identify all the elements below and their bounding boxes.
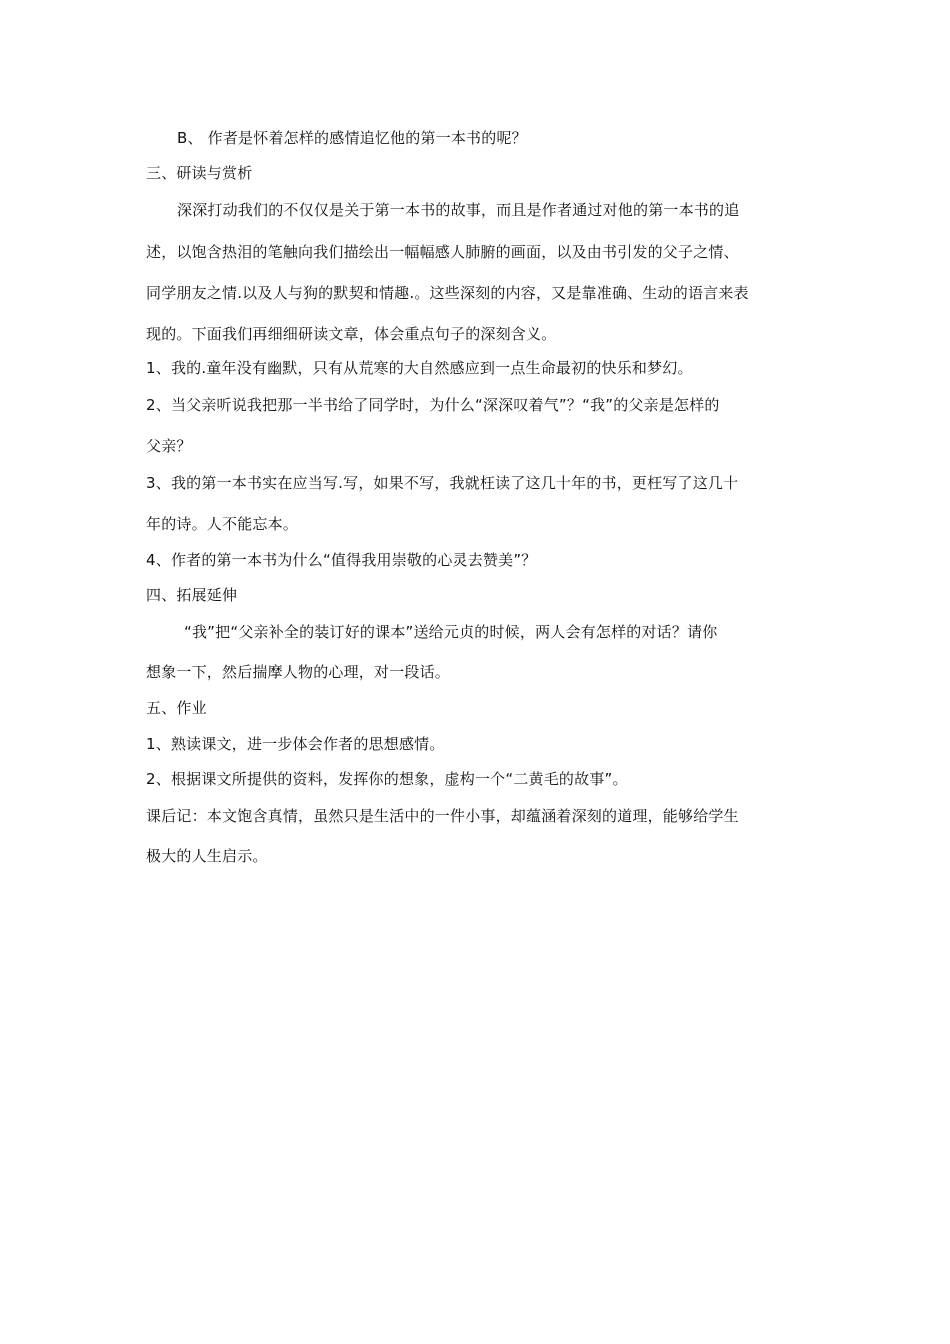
paragraph-line: 想象一下，然后揣摩人物的心理，对一段话。 <box>146 663 451 681</box>
homework-item-1: 1、熟读课文，进一步体会作者的思想感情。 <box>146 735 445 753</box>
afterword-line: 极大的人生启示。 <box>146 847 268 865</box>
paragraph-line: “我”把“父亲补全的装订好的课本”送给元贞的时候，两人会有怎样的对话？请你 <box>184 623 718 641</box>
section-heading-4: 四、拓展延伸 <box>146 586 238 604</box>
section-heading-3: 三、研读与赏析 <box>146 164 253 182</box>
question-b: B、 作者是怀着怎样的感情追忆他的第一本书的呢？ <box>177 129 527 147</box>
paragraph-line: 述，以饱含热泪的笔触向我们描绘出一幅幅感人肺腑的画面，以及由书引发的父子之情、 <box>146 243 739 261</box>
paragraph-line: 现的。下面我们再细细研读文章，体会重点句子的深刻含义。 <box>146 325 557 343</box>
list-item-2: 2、当父亲听说我把那一半书给了同学时，为什么“深深叹着气”？“我”的父亲是怎样的 <box>146 396 720 414</box>
list-item-1: 1、我的.童年没有幽默，只有从荒寒的大自然感应到一点生命最初的快乐和梦幻。 <box>146 359 693 377</box>
paragraph-line: 同学朋友之情.以及人与狗的默契和情趣.。这些深刻的内容，又是靠准确、生动的语言来表 <box>146 284 749 302</box>
afterword-line: 课后记：本文饱含真情，虽然只是生活中的一件小事，却蕴涵着深刻的道理，能够给学生 <box>146 807 739 825</box>
section-heading-5: 五、作业 <box>146 699 207 717</box>
paragraph-line: 深深打动我们的不仅仅是关于第一本书的故事，而且是作者通过对他的第一本书的追 <box>177 201 740 219</box>
list-item-3-cont: 年的诗。人不能忘本。 <box>146 515 299 533</box>
list-item-2-cont: 父亲？ <box>146 437 192 455</box>
list-item-4: 4、作者的第一本书为什么“值得我用崇敬的心灵去赞美”？ <box>146 551 537 569</box>
list-item-3: 3、我的第一本书实在应当写.写，如果不写，我就枉读了这几十年的书，更枉写了这几十 <box>146 474 739 492</box>
homework-item-2: 2、根据课文所提供的资料，发挥你的想象，虚构一个“二黄毛的故事”。 <box>146 770 628 788</box>
